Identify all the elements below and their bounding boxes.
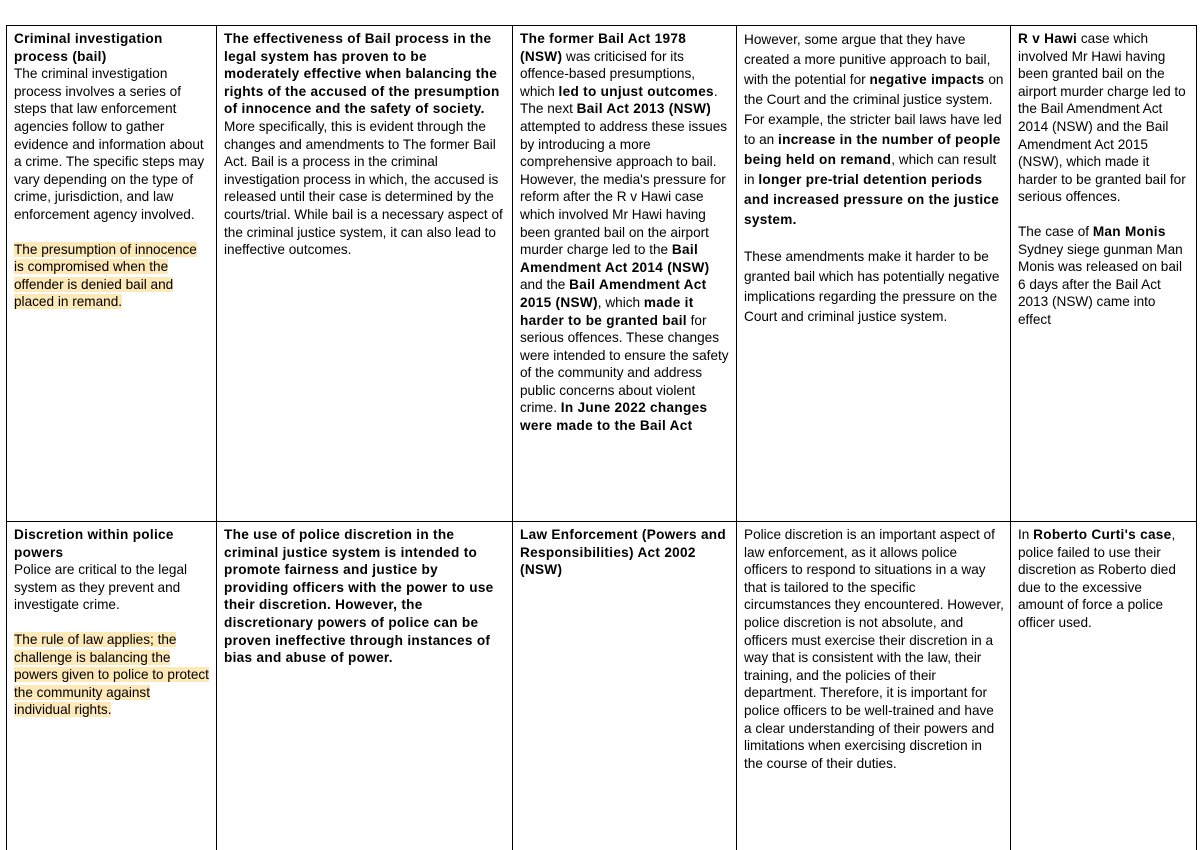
legislation-text: and the [520, 277, 570, 293]
thesis-statement: The effectiveness of Bail process in the legal system has proven to be moderately effective when balancing the rights of the accused of the presumption of innocence and the safety of society. [224, 31, 500, 117]
legislation-text: , which [597, 294, 644, 310]
analysis-text-bold: negative impacts [869, 72, 985, 87]
cell-cases [1011, 26, 1197, 522]
cell-cases [1011, 522, 1197, 850]
legislation-text-bold: Bail Act 2013 (NSW) [576, 101, 712, 117]
cell-thesis [217, 522, 513, 850]
analysis-text: on the Court and the criminal justice system. For example, the stricter bail laws have led to an [744, 72, 1004, 147]
case-name: Man Monis [1092, 223, 1166, 239]
legislation-text-bold: made it harder to be granted bail [520, 294, 694, 328]
legislation-text-bold: Bail Amendment Act 2014 (NSW) [520, 242, 710, 275]
legislation-text: for serious offences. These changes were intended to ensure the safety of the community and address public concerns about violent crime. [520, 312, 729, 416]
cell-topic [7, 522, 217, 850]
highlighted-note: The rule of law applies; the challenge is balancing the powers given to police to protect the community against individual rights. [14, 631, 209, 718]
legislation-title: Law Enforcement (Powers and Responsibilities) Act 2002 (NSW) [520, 527, 727, 578]
analysis-text: However, some argue that they have created a more punitive approach to bail, with the potential for [744, 32, 991, 87]
cell-analysis [737, 26, 1011, 522]
topic-body: The criminal investigation process involves a series of steps that law enforcement agencies follow to gather evidence and information about a crime. The specific steps may vary depending on the type of crime, jurisdiction, and law enforcement agency involved. [14, 66, 205, 222]
analysis-text-bold: increase in the number of people being held on remand [744, 132, 1001, 167]
notes-table [6, 25, 1197, 850]
analysis-paragraph: Police discretion is an important aspect of law enforcement, as it allows police officers to respond to situations in a way that is tailored to the specific circumstances they encountered. However, police discretion is not absolute, and officers must exercise their discretion in a way that is consistent with the law, their training, and the policies of their department. Therefore, it is important for police officers to be well-trained and have a clear understanding of their powers and limitations when exercising discretion in the course of their duties. [744, 527, 1004, 771]
cell-analysis [737, 522, 1011, 850]
analysis-text: , which can result in [744, 152, 997, 187]
thesis-statement: The use of police discretion in the criminal justice system is intended to promote fairness and justice by providing officers with the power to use their discretion. However, the discretionary powers of police can be proven ineffective through instances of bias and abuse of power. [224, 527, 494, 666]
legislation-text-bold: led to unjust outcomes [558, 83, 714, 99]
thesis-body: More specifically, this is evident through the changes and amendments to The former Bail Act. Bail is a process in the criminal investigation process in which, the accused is released until their case is determined by the courts/trial. While bail is a necessary aspect of the criminal justice system, it can also lead to ineffective outcomes. [224, 118, 503, 258]
legislation-text-bold: The former Bail Act 1978 (NSW) [520, 31, 687, 64]
case-name: Roberto Curti's case [1033, 527, 1172, 542]
case-text: Sydney siege gunman Man Monis was released on bail 6 days after the Bail Act 2013 (NSW) came into effect [1018, 241, 1183, 327]
legislation-text: . The next [520, 83, 718, 117]
analysis-paragraph: These amendments make it harder to be granted bail which has potentially negative implications regarding the pressure on the Court and criminal justice system. [744, 249, 1000, 324]
case-text: case which involved Mr Hawi having been granted bail on the airport murder charge led to the Bail Amendment Act 2014 (NSW) and the Bail Amendment Act 2015 (NSW), which made it harder to be granted bail for serious offences. [1018, 31, 1186, 205]
legislation-text-bold: In June 2022 changes were made to the Bail Act [520, 400, 708, 434]
topic-body: Police are critical to the legal system as they prevent and investigate crime. [14, 562, 188, 613]
case-text: The case of [1018, 223, 1093, 239]
legislation-text-bold: Bail Amendment Act 2015 (NSW) [520, 277, 707, 310]
cell-legislation [513, 26, 737, 522]
topic-title: Discretion within police powers [14, 527, 174, 560]
cell-topic [7, 26, 217, 522]
topic-title: Criminal investigation process (bail) [14, 31, 163, 64]
cell-legislation [513, 522, 737, 850]
table-row-bail [7, 26, 1197, 522]
analysis-text-bold: longer pre-trial detention periods and increased pressure on the justice system. [744, 172, 1000, 227]
legislation-text: was criticised for its offence-based presumptions, which [520, 48, 696, 99]
case-text: In [1018, 527, 1034, 542]
table-row-police-discretion [7, 522, 1197, 850]
cell-thesis [217, 26, 513, 522]
highlighted-note: The presumption of innocence is compromised when the offender is denied bail and placed in remand. [14, 241, 197, 310]
legislation-text: attempted to address these issues by introducing a more comprehensive approach to bail. However, the media's pressure for reform after the R v Hawi case which involved Mr Hawi having been granted bail on the airport murder charge led to the [520, 118, 728, 258]
case-name: R v Hawi [1018, 31, 1078, 46]
case-text: , police failed to use their discretion as Roberto died due to the excessive amount of force a police officer used. [1018, 527, 1176, 630]
